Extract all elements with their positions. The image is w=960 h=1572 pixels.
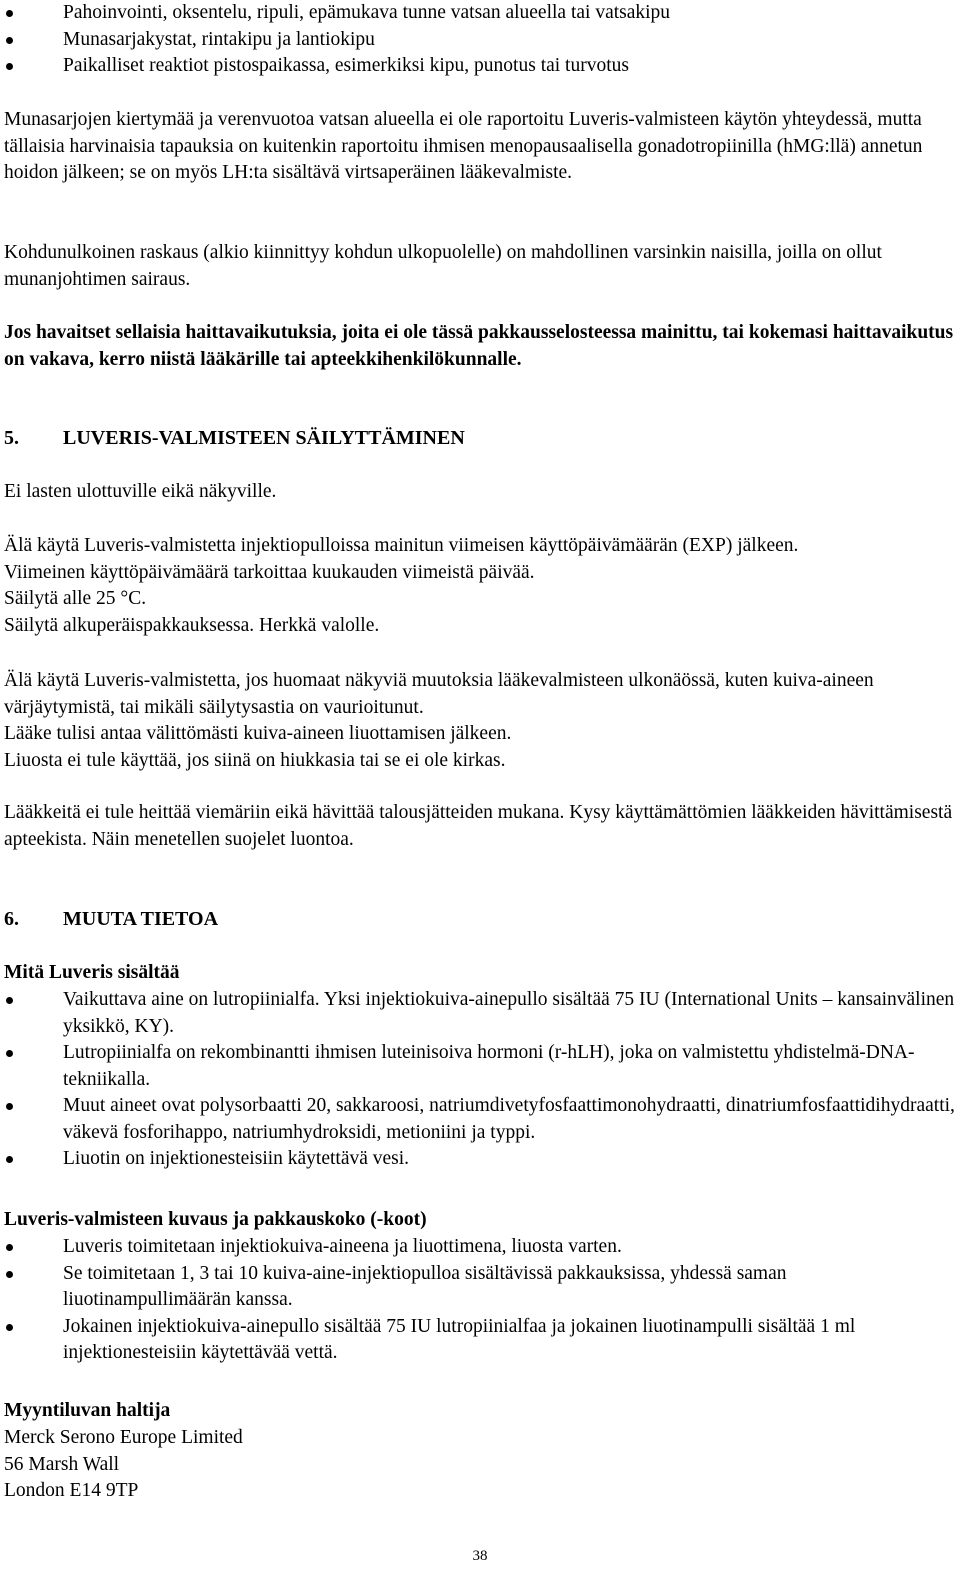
section-6-heading bbox=[4, 906, 956, 933]
paragraph-children: Ei lasten ulottuville eikä näkyville. bbox=[4, 481, 277, 502]
list-item: Se toimitetaan 1, 3 tai 10 kuiva-aine-injektiopulloa sisältävissä pakkauksissa, yhdessä saman liuotinampullimäärän kanssa. bbox=[4, 1261, 956, 1314]
paragraph-disposal: Lääkkeitä ei tule heittää viemäriin eikä hävittää talousjätteiden mukana. Kysy käyttämättömien lääkkeiden hävittämisestä apteekista. Näin menetellen suojelet luontoa. bbox=[4, 802, 953, 850]
holder-heading: Myyntiluvan haltija bbox=[4, 1400, 171, 1421]
side-effects-bullet-list bbox=[4, 0, 956, 80]
text-line: Älä käytä Luveris-valmistetta injektiopulloissa mainitun viimeisen käyttöpäivämäärän (EXP) jälkeen. bbox=[4, 535, 799, 556]
section-title: MUUTA TIETOA bbox=[63, 908, 219, 930]
address-line: Merck Serono Europe Limited bbox=[4, 1427, 243, 1448]
list-item: Liuotin on injektionesteisiin käytettävä vesi. bbox=[4, 1146, 956, 1173]
page-number: 38 bbox=[472, 1548, 488, 1564]
section-5-heading bbox=[4, 425, 956, 452]
address-line: London E14 9TP bbox=[4, 1480, 139, 1501]
list-item: Paikalliset reaktiot pistospaikassa, esimerkiksi kipu, punotus tai turvotus bbox=[4, 53, 956, 80]
text-line: Älä käytä Luveris-valmistetta, jos huomaat näkyviä muutoksia lääkevalmisteen ulkonäössä, kuten kuiva-aineen värjäytymistä, tai mikäli säilytysastia on vaurioitunut. bbox=[4, 670, 874, 718]
expiry-block bbox=[4, 533, 956, 639]
paragraph-report-side-effects: Jos havaitset sellaisia haittavaikutuksia, joita ei ole tässä pakkausselosteessa mainittu, tai kokemasi haittavaikutus on vakava, kerro niistä lääkärille tai apteekkihenkilökunnalle. bbox=[4, 322, 954, 370]
contents-heading: Mitä Luveris sisältää bbox=[4, 962, 180, 983]
section-number: 6. bbox=[4, 908, 19, 930]
text-line: Lääke tulisi antaa välittömästi kuiva-aineen liuottamisen jälkeen. bbox=[4, 723, 512, 744]
contents-bullet-list bbox=[4, 987, 956, 1173]
section-number: 5. bbox=[4, 427, 19, 449]
list-item: Vaikuttava aine on lutropiinialfa. Yksi injektiokuiva-ainepullo sisältää 75 IU (International Units – kansainvälinen yksikkö, KY). bbox=[4, 987, 956, 1040]
address-line: 56 Marsh Wall bbox=[4, 1453, 120, 1475]
pack-bullet-list bbox=[4, 1234, 956, 1367]
text-line: Säilytä alle 25 °C. bbox=[4, 588, 147, 609]
list-item: Lutropiinialfa on rekombinantti ihmisen luteinisoiva hormoni (r-hLH), joka on valmistettu yhdistelmä-DNA-tekniikalla. bbox=[4, 1040, 956, 1093]
paragraph-ectopic-pregnancy: Kohdunulkoinen raskaus (alkio kiinnittyy kohdun ulkopuolelle) on mahdollinen varsinkin naisilla, joilla on ollut munanjohtimen sairaus. bbox=[4, 242, 882, 290]
list-item: Muut aineet ovat polysorbaatti 20, sakkaroosi, natriumdivetyfosfaattimonohydraatti, dinatriumfosfaattidihydraatti, väkevä fosforihappo, natriumhydroksidi, metioniini ja typpi. bbox=[4, 1093, 956, 1146]
visible-changes-block bbox=[4, 668, 956, 774]
pack-heading: Luveris-valmisteen kuvaus ja pakkauskoko (-koot) bbox=[4, 1209, 427, 1230]
list-item: Munasarjakystat, rintakipu ja lantiokipu bbox=[4, 27, 956, 54]
paragraph-ovarian-torsion: Munasarjojen kiertymää ja verenvuotoa vatsan alueella ei ole raportoitu Luveris-valmisteen käytön yhteydessä, mutta tällaisia harvinaisia tapauksia on kuitenkin raportoitu ihmisen menopausaalisella gonadotropiinilla (hMG:llä) annetun hoidon jälkeen; se on myös LH:ta sisältävä virtsaperäinen lääkevalmiste. bbox=[4, 109, 923, 183]
holder-address bbox=[4, 1425, 956, 1505]
list-item: Jokainen injektiokuiva-ainepullo sisältää 75 IU lutropiinialfaa ja jokainen liuotinampulli sisältää 1 ml injektionesteisiin käytettävää vettä. bbox=[4, 1314, 956, 1367]
text-line: Säilytä alkuperäispakkauksessa. Herkkä valolle. bbox=[4, 614, 380, 636]
text-line: Liuosta ei tule käyttää, jos siinä on hiukkasia tai se ei ole kirkas. bbox=[4, 749, 506, 771]
section-title: LUVERIS-VALMISTEEN SÄILYTTÄMINEN bbox=[63, 427, 465, 449]
list-item: Luveris toimitetaan injektiokuiva-aineena ja liuottimena, liuosta varten. bbox=[4, 1234, 956, 1261]
text-line: Viimeinen käyttöpäivämäärä tarkoittaa kuukauden viimeistä päivää. bbox=[4, 561, 535, 583]
list-item: Pahoinvointi, oksentelu, ripuli, epämukava tunne vatsan alueella tai vatsakipu bbox=[4, 0, 956, 27]
